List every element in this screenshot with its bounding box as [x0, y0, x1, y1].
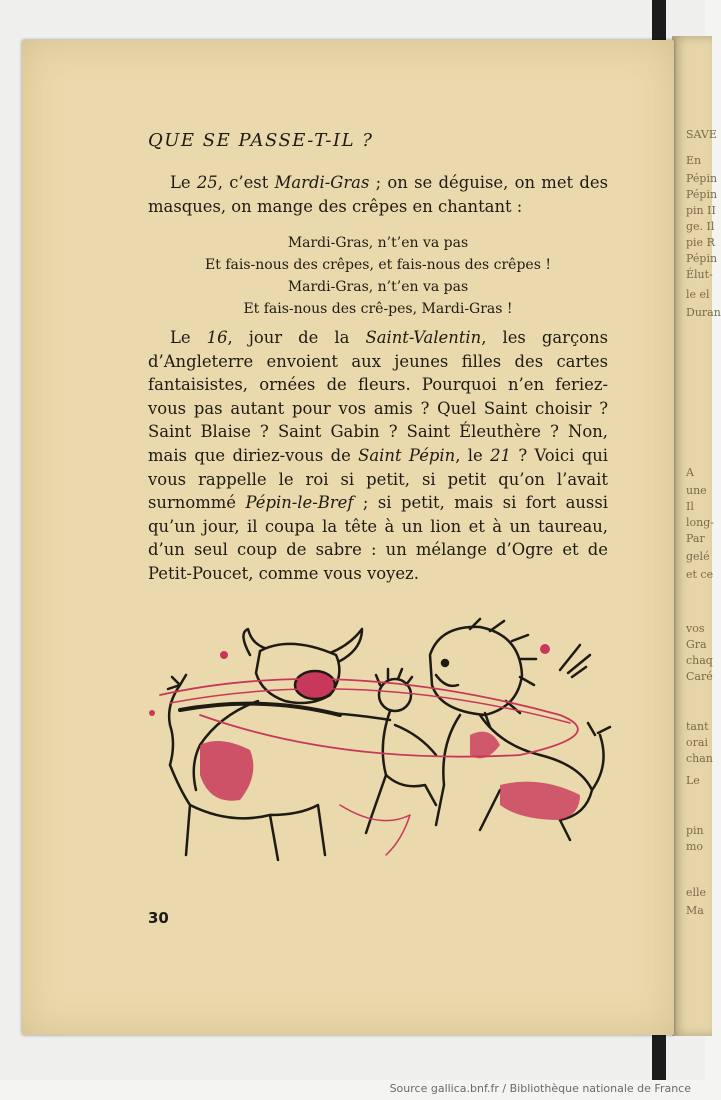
song-verse: [168, 232, 588, 320]
adjacent-page-text: pin II: [686, 204, 716, 217]
text-run: ? Voici qui vous rappelle le roi si petit, si petit qu’on l’avait surnommé: [148, 445, 608, 513]
adjacent-page-text: Pépin: [686, 252, 718, 265]
saint-valentin: Saint-Valentin: [365, 328, 482, 347]
verse-line: Mardi-Gras, n’t’en va pas: [287, 235, 469, 251]
date-16: 16: [206, 328, 228, 347]
verse-line: Mardi-Gras, n’t’en va pas: [287, 279, 469, 295]
adjacent-page-text: vos: [686, 622, 705, 635]
illustration-pepin-bull-lion: [140, 615, 615, 880]
adjacent-page-text: elle: [686, 886, 707, 899]
source-credit: Source gallica.bnf.fr / Bibliothèque nationale de France: [389, 1082, 691, 1095]
adjacent-page-text: Élut-: [686, 268, 713, 281]
adjacent-page-text: chaq: [686, 654, 713, 667]
adjacent-page-text: et ce: [686, 568, 714, 581]
adjacent-page-text: pie R: [686, 236, 715, 249]
adjacent-page-text: Par: [686, 532, 705, 545]
section-heading: QUE SE PASSE-T-IL ?: [148, 130, 374, 151]
adjacent-page-text: tant: [686, 720, 709, 733]
paragraph-mardi-gras: [148, 171, 608, 218]
adjacent-page-text: Duran: [686, 306, 721, 319]
adjacent-page-text: orai: [686, 736, 708, 749]
adjacent-page-text: Pépin: [686, 172, 718, 185]
text-run: Le: [170, 328, 207, 347]
text-run: ; si petit, mais si fort aussi qu’un jour, il coupa la tête à un lion et à un taureau, d’un seul coup de sabre : un mélange d’Ogre et de Petit-Poucet, comme vous voyez.: [148, 493, 608, 583]
pepin-le-bref: Pépin-le-Bref: [245, 493, 354, 513]
date-25: 25: [196, 173, 218, 192]
adjacent-page-text: Le: [686, 774, 700, 787]
saint-pepin: Saint Pépin: [358, 445, 456, 465]
adjacent-page-text: Gra: [686, 638, 707, 651]
adjacent-page-text: chan: [686, 752, 713, 765]
adjacent-page-text: Pépin: [686, 188, 718, 201]
text-run: , jour de la: [227, 328, 366, 347]
text-run: , les garçons d’Angleterre envoient aux jeunes filles des cartes fantaisistes, ornées de fleurs. Pourquoi n’en feriez-vous pas autant pour vos amis ? Quel Saint choisir ? Saint Blaise ? Saint Gabin ? Saint Éleuthère ? Non, mais que diriez-vous de: [148, 328, 608, 465]
paragraph-saints: [148, 326, 608, 586]
text-run: Le: [170, 173, 197, 192]
adjacent-page-text: Il: [686, 500, 694, 513]
text-run: , le: [455, 445, 491, 465]
verse-line: Et fais-nous des crêpes, et fais-nous des crêpes !: [205, 257, 551, 273]
adjacent-page-text: mo: [686, 840, 704, 853]
adjacent-page-text: SAVE: [686, 128, 717, 141]
bull-illustration: [168, 629, 362, 860]
text-run: , c’est: [217, 173, 275, 192]
text-run: ; on se déguise, on met des masques, on mange des crêpes en chantant :: [148, 173, 608, 216]
adjacent-page-text: gelé: [686, 550, 710, 563]
date-21: 21: [490, 445, 511, 465]
adjacent-page-text: pin: [686, 824, 704, 837]
adjacent-page-text: une: [686, 484, 707, 497]
verse-line: Et fais-nous des crê-pes, Mardi-Gras !: [243, 301, 513, 317]
adjacent-page-text: long-: [686, 516, 714, 529]
adjacent-page-text: A: [686, 466, 694, 479]
event-name: Mardi-Gras: [274, 173, 370, 192]
adjacent-page-text: Ma: [686, 904, 704, 917]
pepin-illustration: [328, 669, 436, 833]
page-number: 30: [148, 909, 169, 927]
adjacent-page-text: Caré: [686, 670, 713, 683]
adjacent-page-text: En: [686, 154, 702, 167]
adjacent-page-text: le el: [686, 288, 710, 301]
adjacent-page-edge: [672, 36, 721, 1036]
adjacent-page-text: ge. Il: [686, 220, 715, 233]
